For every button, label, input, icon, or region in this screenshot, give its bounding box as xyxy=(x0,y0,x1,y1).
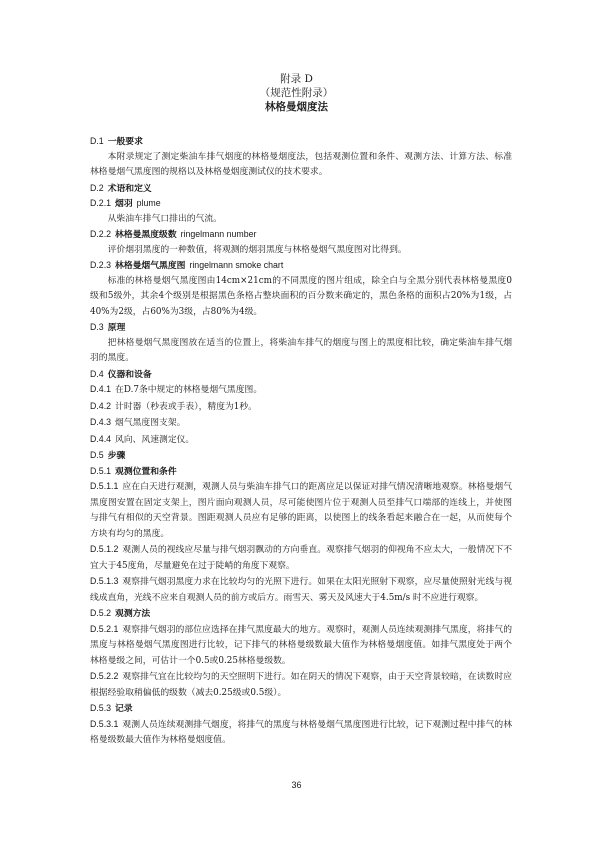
term-title: 烟羽 xyxy=(115,199,133,209)
item-number: D.4.2 xyxy=(90,400,112,411)
clause-paragraph xyxy=(90,479,512,542)
section-number: D.2.3 xyxy=(90,260,112,270)
list-item xyxy=(90,399,512,416)
document-body xyxy=(90,134,512,749)
section-paragraph: 本附录规定了测定柴油车排气烟度的林格曼烟度法，包括观测位置和条件、观测方法、计算方法、标准林格曼烟气黑度图的规格以及林格曼烟度测试仪的技术要求。 xyxy=(90,151,512,177)
page-number: 36 xyxy=(291,780,302,790)
section-number: D.2.1 xyxy=(90,198,112,208)
item-text: 观察排气烟羽黑度力求在比较均匀的光照下进行。如果在太阳光照射下观察，应尽量使照射光线与视线成直角，光线不应来自观测人员的前方或后方。雨雪天、雾天及风速大于4.5m/s 时不应进行观察。 xyxy=(90,577,512,603)
item-number: D.5.1.2 xyxy=(90,544,119,554)
item-text: 风向、风速测定仪。 xyxy=(115,434,195,445)
section-number: D.5.3 xyxy=(90,703,112,713)
clause-paragraph xyxy=(90,717,512,749)
term-heading-d22 xyxy=(90,227,512,243)
term-definition: 标准的林格曼烟气黑度图由14cm×21cm的不同黑度的图片组成，除全白与全黑分别代表林格曼黑度0级和5级外，其余4个级别是根据黑色条格占整块面积的百分数来确定的，黑色条格的面积占20%为1级，占40%为2级，占60%为3级，占80%为4级。 xyxy=(90,275,512,317)
list-item xyxy=(90,382,512,399)
section-title: 观测方法 xyxy=(115,609,151,619)
term-definition: 从柴油车排气口排出的气流。 xyxy=(107,213,222,224)
list-item xyxy=(90,415,512,432)
clause-paragraph xyxy=(90,622,512,670)
appendix-title: 林格曼烟度法 xyxy=(265,101,328,113)
section-title: 步骤 xyxy=(107,451,126,461)
section-number: D.5.1 xyxy=(90,465,112,476)
appendix-type: （规范性附录） xyxy=(259,87,334,99)
section-number: D.5.2 xyxy=(90,608,112,618)
section-heading-d2 xyxy=(90,181,512,197)
section-number: D.4 xyxy=(90,368,104,379)
item-text: 烟气黑度图支架。 xyxy=(115,418,186,428)
section-title: 仪器和设备 xyxy=(107,369,152,380)
section-heading-d3 xyxy=(90,320,512,336)
term-title: 林格曼黑度级数 xyxy=(115,230,177,240)
subsection-heading-d51 xyxy=(90,464,512,480)
item-text: 观察排气宜在比较均匀的天空照明下进行。如在阴天的情况下观察，由于天空背景较暗，在读数时应根据经验取稍偏低的级数（减去0.25级或0.5级）。 xyxy=(90,672,512,698)
section-paragraph: 把林格曼烟气黑度图放在适当的位置上，将柴油车排气的烟度与图上的黑度相比较，确定柴油车排气烟羽的黑度。 xyxy=(90,337,512,363)
term-heading-d23 xyxy=(90,258,512,274)
clause-paragraph xyxy=(90,574,512,606)
term-english: ringelmann smoke chart xyxy=(189,260,284,270)
section-heading-d1 xyxy=(90,134,512,150)
item-text: 观察排气烟羽的部位应选择在排气黑度最大的地方。观察时，观测人员连续观测排气黑度，将排气的黑度与林格曼烟气黑度图进行比较，记下排气的林格曼级数最大值作为林格曼烟度值。如排气黑度处于两个林格曼级之间，可估计一个0.5或0.25林格曼级数。 xyxy=(90,624,512,666)
list-item xyxy=(90,432,512,449)
item-number: D.5.3.1 xyxy=(90,718,119,729)
subsection-heading-d52 xyxy=(90,606,512,622)
item-text: 观测人员连续观测排气烟度，将排气的黑度与林格曼烟气黑度图进行比较，记下观测过程中排气的林格曼级数最大值作为林格曼烟度值。 xyxy=(90,719,512,745)
section-title: 观测位置和条件 xyxy=(115,466,177,477)
subsection-heading-d53 xyxy=(90,701,512,717)
item-text: 计时器（秒表或手表），精度为1秒。 xyxy=(115,401,257,412)
item-number: D.5.2.2 xyxy=(90,671,119,681)
section-title: 术语和定义 xyxy=(107,183,152,194)
section-heading-d5 xyxy=(90,448,512,464)
section-title: 原理 xyxy=(107,323,126,333)
section-heading-d4 xyxy=(90,367,512,383)
clause-paragraph xyxy=(90,669,512,701)
term-title: 林格曼烟气黑度图 xyxy=(115,261,186,271)
item-number: D.4.1 xyxy=(90,384,112,394)
section-number: D.5 xyxy=(90,450,104,460)
section-number: D.1 xyxy=(90,136,104,146)
term-english: ringelmann number xyxy=(180,229,257,239)
item-number: D.5.2.1 xyxy=(90,623,119,634)
item-text: 在D.7条中规定的林格曼烟气黑度图。 xyxy=(115,385,263,395)
item-number: D.4.4 xyxy=(90,433,112,444)
section-number: D.2 xyxy=(90,182,104,193)
section-title: 一般要求 xyxy=(107,137,143,147)
appendix-label: 附录 D xyxy=(280,73,313,85)
item-number: D.5.1.3 xyxy=(90,576,119,586)
item-number: D.4.3 xyxy=(90,417,112,427)
appendix-title-block xyxy=(0,72,593,114)
section-number: D.2.2 xyxy=(90,229,112,239)
clause-paragraph xyxy=(90,542,512,574)
term-definition: 评价烟羽黑度的一种数值，将观测的烟羽黑度与林格曼烟气黑度图对比得到。 xyxy=(107,244,407,255)
term-heading-d21 xyxy=(90,196,512,212)
term-english: plume xyxy=(136,198,161,208)
item-number: D.5.1.1 xyxy=(90,481,119,491)
section-title: 记录 xyxy=(115,704,133,714)
item-text: 应在白天进行观测，观测人员与柴油车排气口的距离应足以保证对排气情况清晰地观察。林格曼烟气黑度图安置在固定支架上，图片面向观测人员，尽可能使图片位于观测人员至排气口端部的连线上，并使图与排气有相似的天空背景。图距观测人员应有足够的距离，以使图上的线条看起来融合在一起，从而使每个方块有均匀的黑度。 xyxy=(90,482,512,539)
item-text: 观测人员的视线应尽量与排气烟羽飘动的方向垂直。观察排气烟羽的仰视角不应太大，一般情况下不宜大于45度角，尽量避免在过于陡峭的角度下观察。 xyxy=(90,545,512,571)
section-number: D.3 xyxy=(90,322,104,332)
